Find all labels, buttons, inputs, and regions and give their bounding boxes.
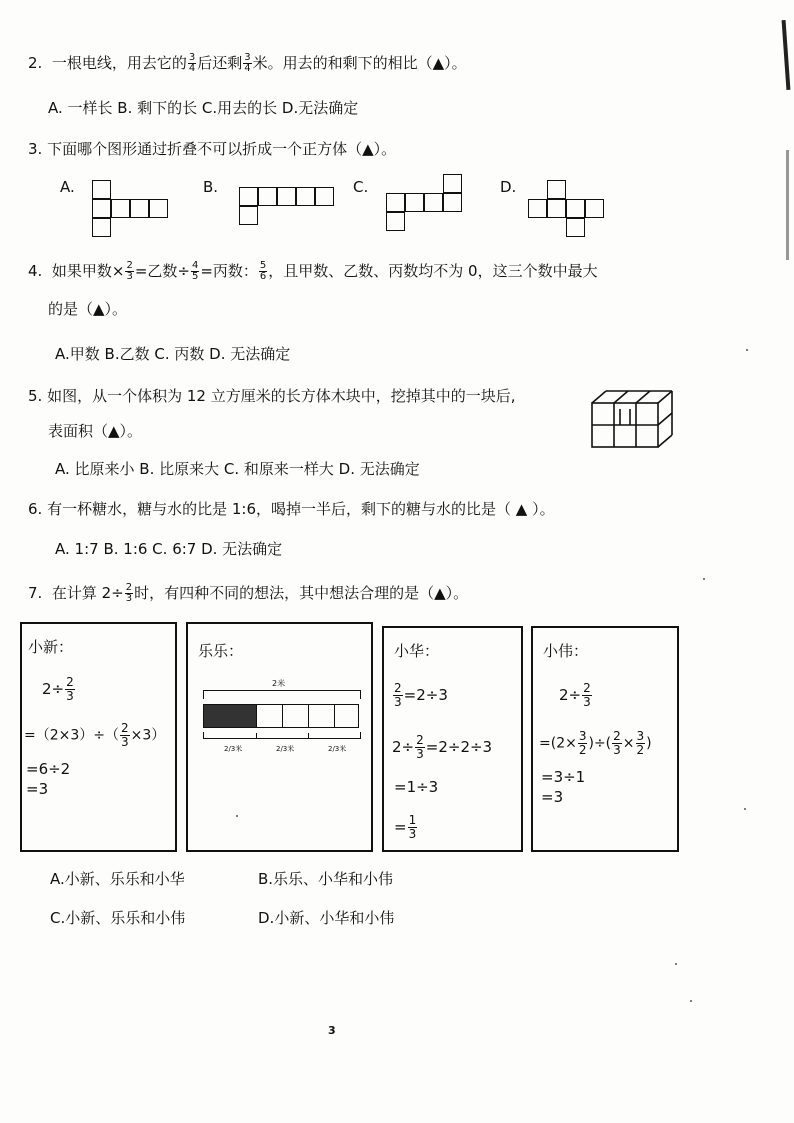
q2-stem: 2. 一根电线，用去它的 $\frac{3}{4}$ 后还剩 $\frac{3}{4}$ 米。用去的和剩下的相比（▲）。 xyxy=(28,52,467,74)
xiaohua-line1: $\frac{2}{3}$ =2÷3 xyxy=(394,681,448,709)
lele-bar-shaded xyxy=(204,705,256,727)
xiaohua-line3: =1÷3 xyxy=(394,778,439,796)
lele-box xyxy=(186,622,373,852)
q7-option-c: C.小新、乐乐和小伟 xyxy=(50,909,186,927)
q5-stem: 5. 如图，从一个体积为 12 立方厘米的长方体木块中，挖掉其中的一块后, xyxy=(28,387,516,405)
q3-stem: 3. 下面哪个图形通过折叠不可以折成一个正方体（▲）。 xyxy=(28,140,397,158)
page-number: 3 xyxy=(328,1024,336,1037)
q7-stem: 7. 在计算 2÷ $\frac{2}{3}$ 时，有四种不同的想法，其中想法合理的是（▲）。 xyxy=(28,582,469,604)
xiaowei-line1: 2÷ $\frac{2}{3}$ xyxy=(559,681,591,709)
xiaowei-line3: =3÷1 xyxy=(541,768,586,786)
q5-stem-line2: 表面积（▲）。 xyxy=(48,422,143,440)
lele-tick-2: 2/3米 xyxy=(276,745,295,753)
scan-speck xyxy=(675,963,677,965)
xiaowei-line4: =3 xyxy=(541,788,564,806)
q7-option-d: D.小新、小华和小伟 xyxy=(258,909,395,927)
xiaoxin-line2: =（2×3）÷（ $\frac{2}{3}$ ×3） xyxy=(24,721,166,749)
xiaohua-line2: 2÷ $\frac{2}{3}$ =2÷2÷3 xyxy=(392,733,493,761)
q6-stem: 6. 有一杯糖水，糖与水的比是 1:6，喝掉一半后，剩下的糖与水的比是（ ▲ ）。 xyxy=(28,500,555,518)
scan-speck xyxy=(703,578,705,580)
xiaohua-box xyxy=(382,626,523,852)
xiaoxin-line4: =3 xyxy=(26,780,49,798)
q3-label-b: B. xyxy=(203,178,219,196)
q7-option-b: B.乐乐、小华和小伟 xyxy=(258,870,394,888)
xiaowei-box xyxy=(531,626,679,852)
xiaowei-name: 小伟： xyxy=(543,642,589,660)
cuboid-figure xyxy=(588,385,676,455)
xiaoxin-line1: 2÷ $\frac{2}{3}$ xyxy=(42,675,74,703)
lele-bottom-bracket xyxy=(203,732,361,739)
scan-edge-mark-2 xyxy=(786,150,789,260)
q4-stem: 4. 如果甲数× $\frac{2}{3}$ =乙数÷ $\frac{4}{5}$ =丙数： $\frac{5}{6}$ ，且甲数、乙数、丙数均不为 0，这三个数中最大 xyxy=(28,260,598,282)
q6-options: A. 1:7 B. 1:6 C. 6:7 D. 无法确定 xyxy=(55,540,283,558)
xiaohua-line4: = $\frac{1}{3}$ xyxy=(394,813,417,841)
xiaoxin-name: 小新： xyxy=(28,638,74,656)
xiaoxin-box xyxy=(20,622,177,852)
lele-top-label: 2米 xyxy=(272,679,286,688)
q4-options: A.甲数 B.乙数 C. 丙数 D. 无法确定 xyxy=(55,345,291,363)
xiaohua-name: 小华： xyxy=(394,642,440,660)
q7-option-a: A.小新、乐乐和小华 xyxy=(50,870,185,888)
scan-speck xyxy=(744,808,746,810)
lele-top-bracket xyxy=(203,690,361,699)
scan-speck xyxy=(746,349,748,351)
lele-tick-3: 2/3米 xyxy=(328,745,347,753)
q4-stem-line2: 的是（▲）。 xyxy=(48,300,128,318)
q3-label-c: C. xyxy=(353,178,369,196)
q3-label-a: A. xyxy=(60,178,75,196)
scan-speck xyxy=(236,815,238,817)
scan-edge-mark xyxy=(782,20,791,90)
xiaowei-line2: =(2× $\frac{3}{2}$ )÷( $\frac{2}{3}$ × $\frac{3}{2}$ ) xyxy=(539,729,652,757)
lele-tick-1: 2/3米 xyxy=(224,745,243,753)
q3-label-d: D. xyxy=(500,178,517,196)
scan-speck xyxy=(690,1000,692,1002)
lele-name: 乐乐： xyxy=(198,642,244,660)
q5-options: A. 比原来小 B. 比原来大 C. 和原来一样大 D. 无法确定 xyxy=(55,460,420,478)
q2-options: A. 一样长 B. 剩下的长 C.用去的长 D.无法确定 xyxy=(48,99,359,117)
lele-bar xyxy=(203,704,359,728)
xiaoxin-line3: =6÷2 xyxy=(26,760,71,778)
